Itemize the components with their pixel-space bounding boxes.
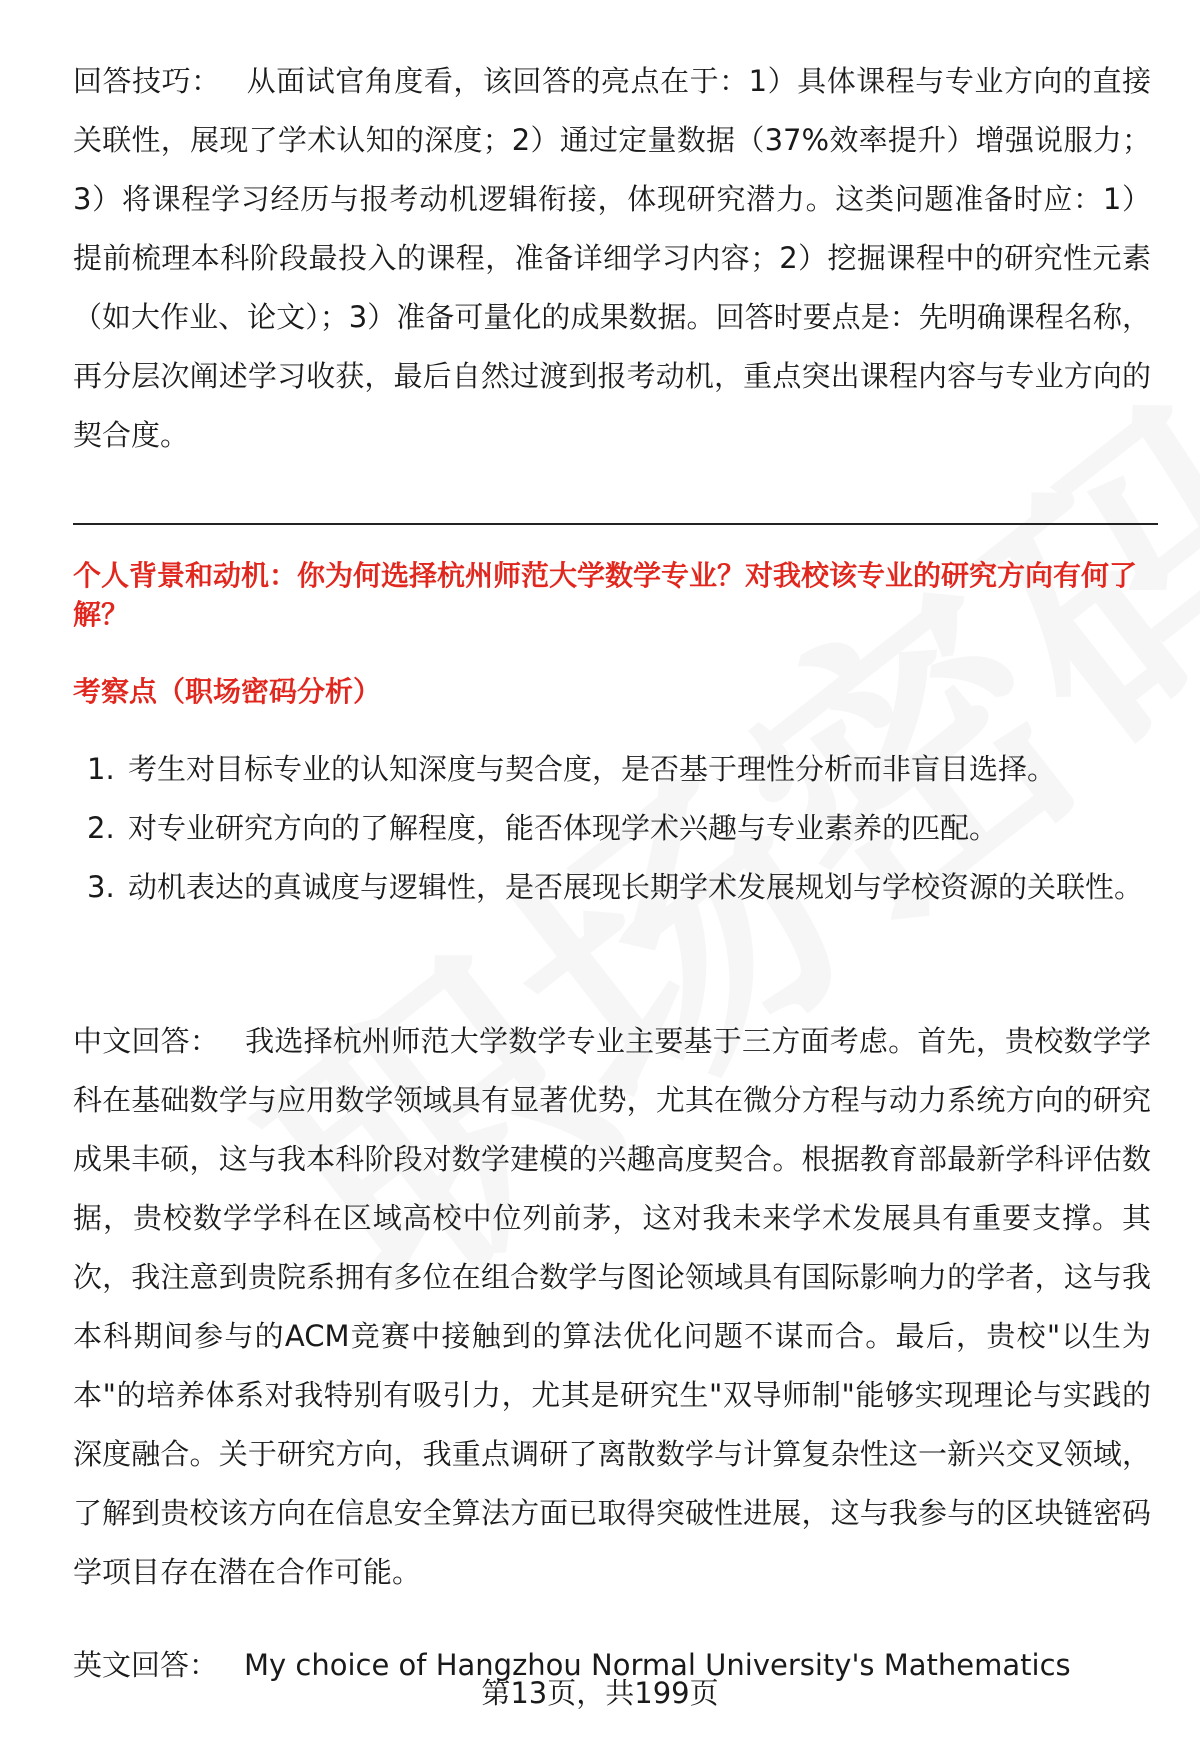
chinese-answer-label: 中文回答： — [73, 1024, 220, 1058]
list-item-text: 考生对目标专业的认知深度与契合度，是否基于理性分析而非盲目选择。 — [128, 752, 1057, 786]
list-item — [73, 740, 1151, 799]
list-item — [73, 799, 1151, 858]
list-item-text: 动机表达的真诚度与逻辑性，是否展现长期学术发展规划与学校资源的关联性。 — [128, 870, 1144, 904]
exam-points-list — [73, 740, 1151, 917]
english-answer-text: My choice of Hangzhou Normal University's Mathematics — [244, 1648, 1071, 1682]
question-title: 个人背景和动机：你为何选择杭州师范大学数学专业？对我校该专业的研究方向有何了解？ — [73, 559, 1138, 631]
list-item-number: 1. — [87, 752, 115, 786]
list-item-text: 对专业研究方向的了解程度，能否体现学术兴趣与专业素养的匹配。 — [128, 811, 999, 845]
page-footer: 第13页，共199页 — [481, 1676, 719, 1710]
answer-tips-label: 回答技巧： — [73, 64, 221, 98]
section-divider — [73, 523, 1158, 525]
chinese-answer-text: 我选择杭州师范大学数学专业主要基于三方面考虑。首先，贵校数学学科在基础数学与应用数学领域具有显著优势，尤其在微分方程与动力系统方向的研究成果丰硕，这与我本科阶段对数学建模的兴趣高度契合。根据教育部最新学科评估数据，贵校数学学科在区域高校中位列前茅，这对我未来学术发展具有重要支撑。其次，我注意到贵院系拥有多位在组合数学与图论领域具有国际影响力的学者，这与我本科期间参与的ACM竞赛中接触到的算法优化问题不谋而合。最后，贵校"以生为本"的培养体系对我特别有吸引力，尤其是研究生"双导师制"能够实现理论与实践的深度融合。关于研究方向，我重点调研了离散数学与计算复杂性这一新兴交叉领域，了解到贵校该方向在信息安全算法方面已取得突破性进展，这与我参与的区块链密码学项目存在潜在合作可能。 — [73, 1024, 1151, 1589]
list-item-number: 2. — [87, 811, 115, 845]
chinese-answer-paragraph — [73, 1012, 1151, 1602]
list-item — [73, 858, 1151, 917]
answer-tips-paragraph — [73, 52, 1151, 465]
list-item-number: 3. — [87, 870, 115, 904]
exam-points-heading: 考察点（职场密码分析） — [73, 675, 382, 708]
answer-tips-text: 从面试官角度看，该回答的亮点在于：1）具体课程与专业方向的直接关联性，展现了学术认知的深度；2）通过定量数据（37%效率提升）增强说服力；3）将课程学习经历与报考动机逻辑衔接，体现研究潜力。这类问题准备时应：1）提前梳理本科阶段最投入的课程，准备详细学习内容；2）挖掘课程中的研究性元素（如大作业、论文）；3）准备可量化的成果数据。回答时要点是：先明确课程名称，再分层次阐述学习收获，最后自然过渡到报考动机，重点突出课程内容与专业方向的契合度。 — [73, 64, 1151, 452]
english-answer-label: 英文回答： — [73, 1648, 219, 1682]
